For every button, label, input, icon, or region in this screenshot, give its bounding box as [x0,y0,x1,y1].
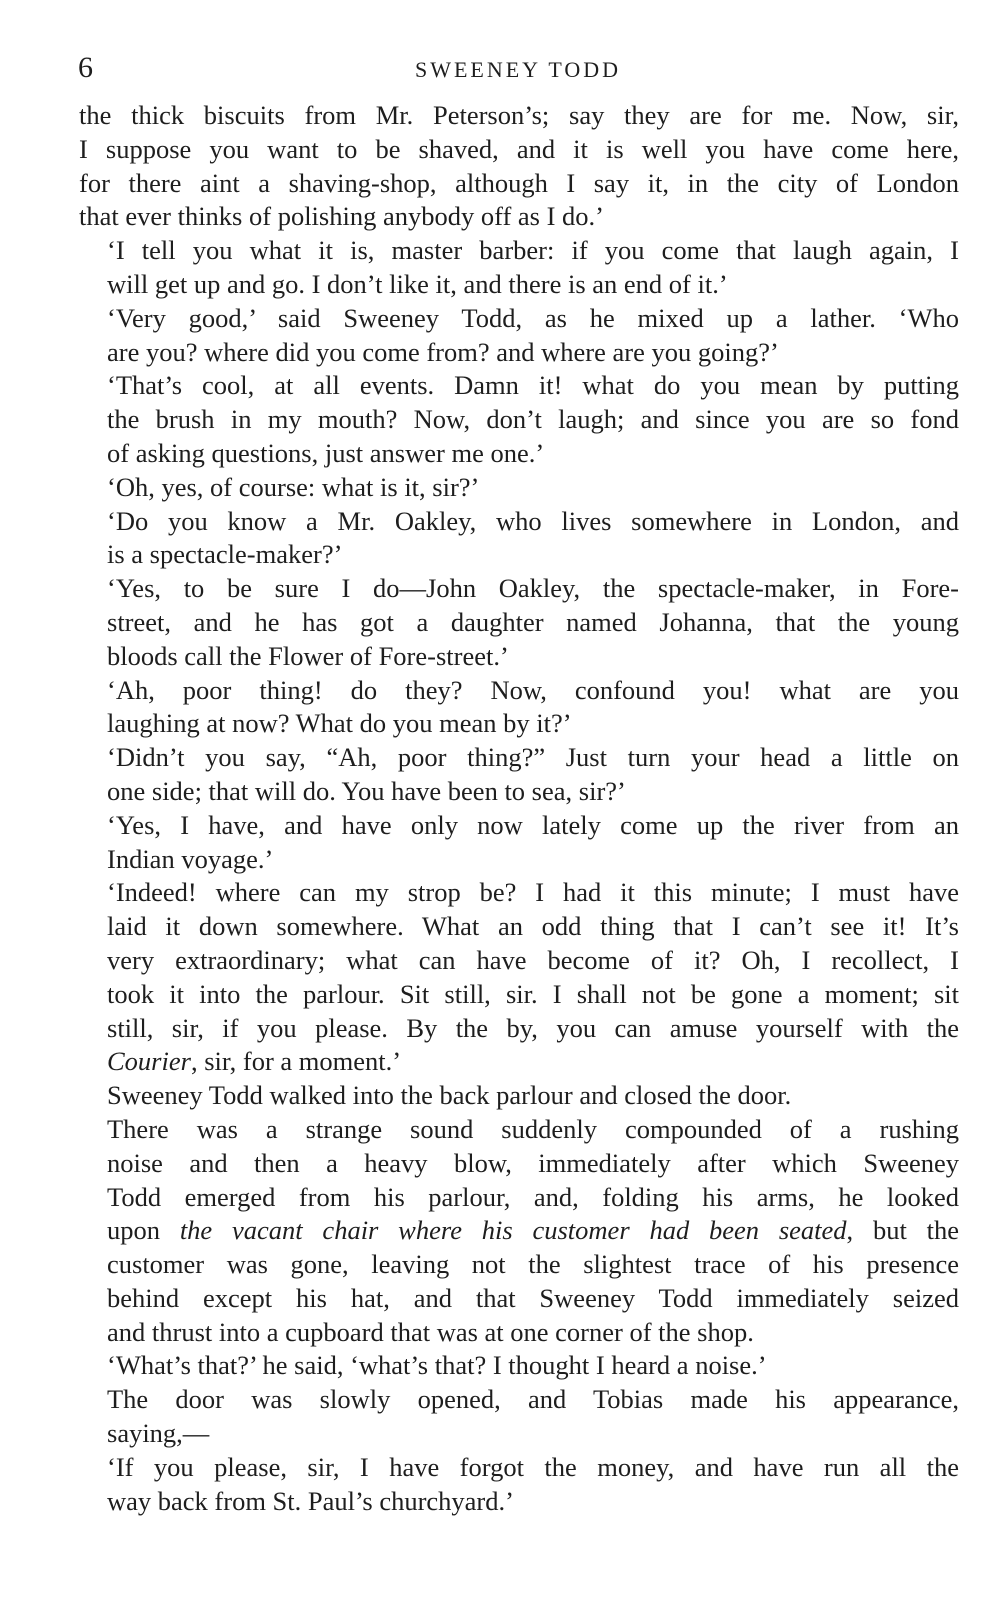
text-line: ‘Yes, I have, and have only now lately come up the river from an [107,809,959,840]
text-line: ‘What’s that?’ he said, ‘what’s that? I thought I heard a noise.’ [107,1350,767,1381]
italic-text: the vacant chair where his customer had been seated [179,1215,847,1246]
paragraph [79,99,959,234]
text-line: still, sir, if you please. By the by, you can amuse yourself with the [107,1012,959,1043]
text-fragment: upon [107,1215,180,1246]
paragraph [79,1079,959,1113]
text-line: The door was slowly opened, and Tobias made his appearance, [107,1384,959,1415]
text-line: ‘Indeed! where can my strop be? I had it this minute; I must have [107,877,959,908]
text-line: Indian voyage.’ [107,843,274,874]
text-line: customer was gone, leaving not the slightest trace of his presence [107,1249,959,1280]
paragraph [79,674,959,742]
text-fragment: , sir, for a moment.’ [190,1046,402,1077]
paragraph [79,1113,959,1350]
text-line: will get up and go. I don’t like it, and there is an end of it.’ [107,268,728,299]
text-line: behind except his hat, and that Sweeney Todd immediately seized [107,1282,959,1313]
page-header [78,48,958,88]
paragraph [79,876,959,1079]
text-line: of asking questions, just answer me one.’ [107,437,545,468]
paragraph [79,572,959,673]
text-line: the brush in my mouth? Now, don’t laugh; and since you are so fond [107,404,959,435]
text-line: took it into the parlour. Sit still, sir. I shall not be gone a moment; sit [107,978,959,1009]
paragraph [79,505,959,573]
paragraph [79,471,959,505]
paragraph [79,741,959,809]
text-line: ‘Oh, yes, of course: what is it, sir?’ [107,471,480,502]
text-line: ‘That’s cool, at all events. Damn it! what do you mean by putting [107,370,959,401]
text-line: one side; that will do. You have been to sea, sir?’ [107,775,626,806]
text-line: ‘Very good,’ said Sweeney Todd, as he mixed up a lather. ‘Who [107,302,959,333]
text-line: very extraordinary; what can have become of it? Oh, I recollect, I [107,944,959,975]
text-line: laughing at now? What do you mean by it?’ [107,708,572,739]
text-line: ‘Ah, poor thing! do they? Now, confound you! what are you [107,674,959,705]
text-line: are you? where did you come from? and where are you going?’ [107,336,779,367]
text-line: laid it down somewhere. What an odd thing that I can’t see it! It’s [107,911,959,942]
text-line: and thrust into a cupboard that was at one corner of the shop. [107,1316,754,1347]
text-line: There was a strange sound suddenly compounded of a rushing [107,1113,959,1144]
paragraph [79,302,959,370]
text-line: ‘I tell you what it is, master barber: if you come that laugh again, I [107,235,959,266]
text-line: that ever thinks of polishing anybody off as I do.’ [79,201,605,232]
text-line: is a spectacle-maker?’ [107,539,343,570]
body-text [79,99,959,1518]
text-line: Todd emerged from his parlour, and, folding his arms, he looked [107,1181,959,1212]
text-line: way back from St. Paul’s churchyard.’ [107,1485,514,1516]
text-line: ‘If you please, sir, I have forgot the money, and have run all the [107,1451,959,1482]
text-line: ‘Do you know a Mr. Oakley, who lives somewhere in London, and [107,505,959,536]
paragraph [79,1451,959,1519]
text-line: street, and he has got a daughter named Johanna, that the young [107,606,959,637]
paragraph [79,369,959,470]
text-line: ‘Yes, to be sure I do—John Oakley, the spectacle-maker, in Fore- [107,573,959,604]
text-line: ‘Didn’t you say, “Ah, poor thing?” Just turn your head a little on [107,742,959,773]
text-line: I suppose you want to be shaved, and it is well you have come here, [79,133,959,164]
text-line [79,1214,959,1248]
paragraph [79,1349,959,1383]
text-line: the thick biscuits from Mr. Peterson’s; say they are for me. Now, sir, [79,100,959,130]
italic-text: Courier [107,1046,191,1077]
paragraph [79,1383,959,1451]
text-line: Sweeney Todd walked into the back parlour and closed the door. [107,1080,792,1111]
page-number: 6 [78,51,93,84]
paragraph [79,234,959,302]
text-line: for there aint a shaving-shop, although I say it, in the city of London [79,167,959,198]
text-line [79,1045,959,1079]
text-line: bloods call the Flower of Fore-street.’ [107,640,509,671]
text-line: saying,— [107,1418,210,1449]
text-line: noise and then a heavy blow, immediately after which Sweeney [107,1147,959,1178]
text-fragment: , but the [846,1215,960,1246]
paragraph [79,809,959,877]
running-head: SWEENEY TODD [414,57,622,82]
